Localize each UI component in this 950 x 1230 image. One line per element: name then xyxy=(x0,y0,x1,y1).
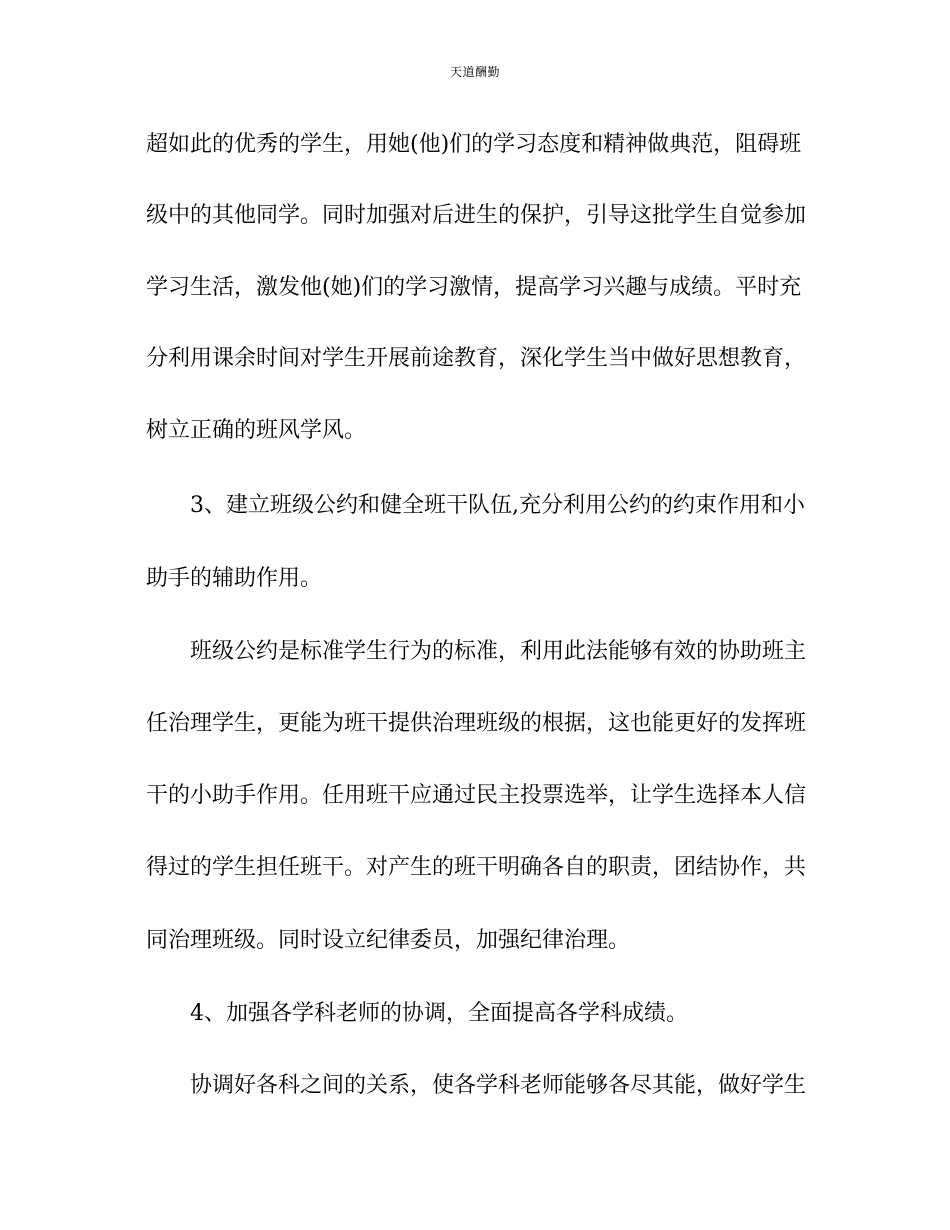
body-line-5: 树立正确的班风学风。 xyxy=(146,418,367,443)
body-line-9: 任治理学生，更能为班干提供治理班级的根据，这也能更好的发挥班 xyxy=(146,711,807,736)
body-line-11: 得过的学生担任班干。对产生的班干明确各自的职责，团结协作，共 xyxy=(146,855,807,880)
paragraph-start-line: 协调好各科之间的关系，使各学科老师能够各尽其能，做好学生 xyxy=(190,1073,807,1098)
body-line-1: 超如此的优秀的学生，用她(他)们的学习态度和精神做典范，阻碍班 xyxy=(146,132,802,157)
body-line-10: 干的小助手作用。任用班干应通过民主投票选举，让学生选择本人信 xyxy=(146,783,807,808)
body-line-4: 分利用课余时间对学生开展前途教育，深化学生当中做好思想教育， xyxy=(146,346,807,371)
body-line-3: 学习生活，激发他(她)们的学习激情，提高学习兴趣与成绩。平时充 xyxy=(146,275,802,300)
section-heading-3: 3、建立班级公约和健全班干队伍,充分利用公约的约束作用和小 xyxy=(190,493,805,518)
body-line-7: 助手的辅助作用。 xyxy=(146,566,323,591)
paragraph-start-line: 班级公约是标准学生行为的标准，利用此法能够有效的协助班主 xyxy=(190,639,807,664)
section-heading-4: 4、加强各学科老师的协调，全面提高各学科成绩。 xyxy=(190,1001,688,1026)
page-header: 天道酬勤 xyxy=(449,65,500,79)
body-line-2: 级中的其他同学。同时加强对后进生的保护，引导这批学生自觉参加 xyxy=(146,203,807,228)
body-line-12: 同治理班级。同时设立纪律委员，加强纪律治理。 xyxy=(146,928,631,953)
